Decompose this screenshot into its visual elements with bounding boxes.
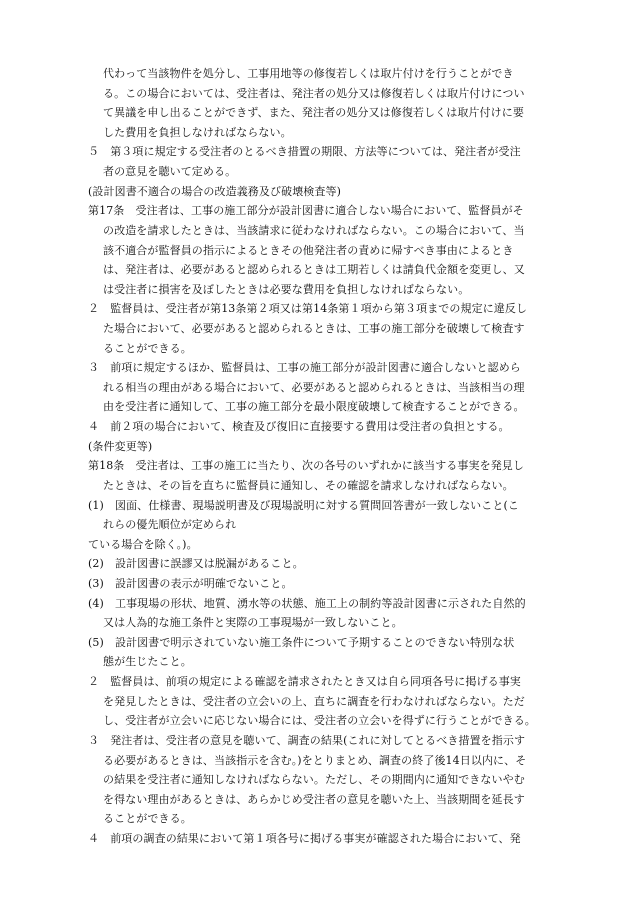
text-line: は、発注者は、必要があると認められるときは工期若しくは請負代金額を変更し、又 — [103, 263, 525, 276]
text-line: る。この場合においては、受注者は、発注者の処分又は修復若しくは取片付けについ — [103, 87, 525, 100]
text-line: (1) 図面、仕様書、現場説明書及び現場説明に対する質問回答書が一致しないこと(こ — [88, 499, 519, 512]
section-heading: (設計図書不適合の場合の改造義務及び破壊検査等) — [88, 185, 341, 198]
text-line: ５ 第３項に規定する受注者のとるべき措置の期限、方法等については、発注者が受注 — [88, 145, 521, 158]
text-line: ４ 前項の調査の結果において第１項各号に掲げる事実が確認された場合において、発 — [88, 832, 521, 845]
text-line: ２ 監督員は、受注者が第13条第２項又は第14条第１項から第３項までの規定に違反し — [88, 302, 528, 315]
text-line: ている場合を除く。)。 — [88, 538, 198, 551]
text-line: 態が生じたこと。 — [103, 655, 192, 668]
text-line: を発見したときは、受注者の立会いの上、直ちに調査を行わなければならない。ただ — [103, 695, 525, 708]
text-line: 第18条 受注者は、工事の施工に当たり、次の各号のいずれかに該当する事実を発見し — [88, 459, 524, 472]
text-line: ４ 前２項の場合において、検査及び復旧に直接要する費用は受注者の負担とする。 — [88, 420, 510, 433]
text-line: ることができる。 — [103, 812, 192, 825]
text-line: (3) 設計図書の表示が明確でないこと。 — [88, 577, 293, 590]
text-line: ３ 発注者は、受注者の意見を聴いて、調査の結果(これに対してとるべき措置を指示す — [88, 734, 526, 747]
text-line: し、受注者が立会いに応じない場合には、受注者の立会いを得ずに行うことができる。 — [103, 714, 536, 727]
text-line: 又は人為的な施工条件と実際の工事現場が一致しないこと。 — [103, 616, 403, 629]
text-line: (5) 設計図書で明示されていない施工条件について予期することのできない特別な状 — [88, 636, 515, 649]
text-line: 該不適合が監督員の指示によるときその他発注者の責めに帰すべき事由によるとき — [103, 244, 514, 257]
text-line: た場合において、必要があると認められるときは、工事の施工部分を破壊して検査す — [103, 322, 525, 335]
text-line: ２ 監督員は、前項の規定による確認を請求されたとき又は自ら同項各号に掲げる事実 — [88, 675, 521, 688]
text-line: の結果を受注者に通知しなければならない。ただし、その期間内に通知できないやむ — [103, 773, 525, 786]
text-line: した費用を負担しなければならない。 — [103, 126, 292, 139]
text-line: 第17条 受注者は、工事の施工部分が設計図書に適合しない場合において、監督員がそ — [88, 204, 524, 217]
text-line: ３ 前項に規定するほか、監督員は、工事の施工部分が設計図書に適合しないと認めら — [88, 361, 521, 374]
text-line: れる相当の理由がある場合において、必要があると認められるときは、当該相当の理 — [103, 381, 525, 394]
text-line: て異議を申し出ることができず、また、発注者の処分又は修復若しくは取片付けに要 — [103, 106, 524, 119]
text-line: 代わって当該物件を処分し、工事用地等の修復若しくは取片付けを行うことができ — [103, 67, 514, 80]
text-line: 由を受注者に通知して、工事の施工部分を最小限度破壊して検査することができる。 — [103, 400, 525, 413]
text-line: 者の意見を聴いて定める。 — [103, 165, 237, 178]
text-line: (2) 設計図書に誤謬又は脱漏があること。 — [88, 557, 304, 570]
text-line: たときは、その旨を直ちに監督員に通知し、その確認を請求しなければならない。 — [103, 479, 514, 492]
text-line: る必要があるときは、当該指示を含む。)をとりまとめ、調査の終了後14日以内に、そ — [103, 754, 527, 767]
text-line: ることができる。 — [103, 342, 192, 355]
section-heading: (条件変更等) — [88, 440, 153, 453]
text-line: を得ない理由があるときは、あらかじめ受注者の意見を聴いた上、当該期間を延長す — [103, 793, 525, 806]
text-line: は受注者に損害を及ぼしたときは必要な費用を負担しなければならない。 — [103, 283, 470, 296]
text-line: の改造を請求したときは、当該請求に従わなければならない。この場合において、当 — [103, 224, 525, 237]
text-line: (4) 工事現場の形状、地質、湧水等の状態、施工上の制約等設計図書に示された自然的 — [88, 597, 526, 610]
text-line: れらの優先順位が定められ — [103, 518, 237, 531]
